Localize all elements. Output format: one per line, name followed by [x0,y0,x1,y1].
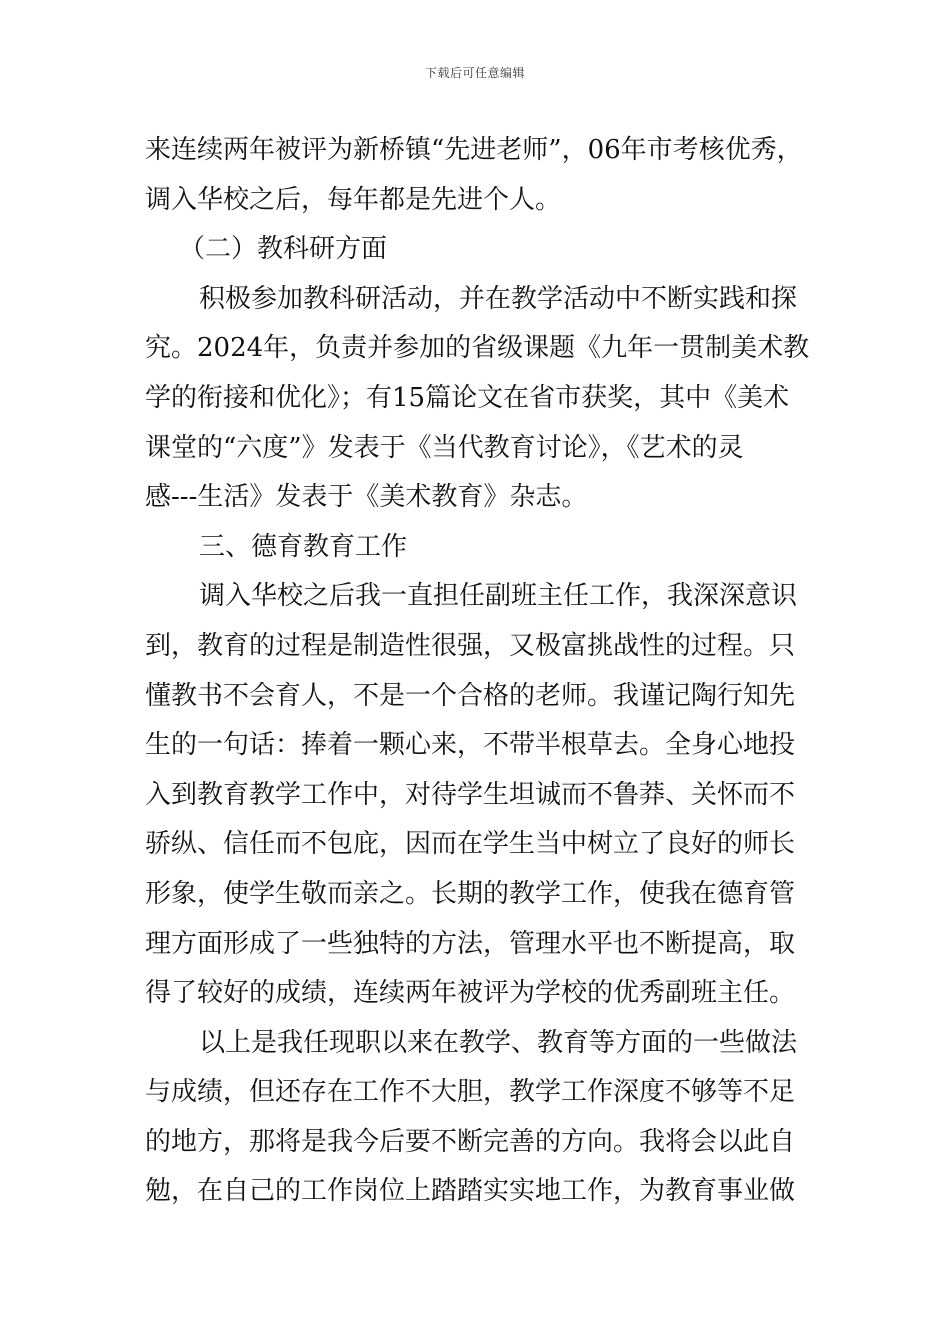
text-line: 与成绩，但还存在工作不大胆，教学工作深度不够等不足 [145,1077,796,1108]
text-line: 勉，在自己的工作岗位上踏踏实实地工作，为教育事业做 [145,1176,796,1207]
section-heading: （二）教科研方面 [179,234,388,265]
document-body [145,126,810,1217]
paragraph-start: 以上是我任现职以来在教学、教育等方面的一些做法 [199,1027,798,1058]
paragraph-start: 积极参加教科研活动，并在教学活动中不断实践和探 [199,283,798,314]
text-line: 学的衔接和优化》；有15篇论文在省市获奖，其中《美术 [145,382,790,413]
text-line: 课堂的“六度”》发表于《当代教育讨论》，《艺术的灵 [145,432,744,463]
text-line: 懂教书不会育人，不是一个合格的老师。我谨记陶行知先 [145,680,796,711]
text-line: 来连续两年被评为新桥镇“先进老师”，06年市考核优秀， [145,135,803,165]
text-line: 骄纵、信任而不包庇，因而在学生当中树立了良好的师长 [145,829,796,860]
text-line: 到，教育的过程是制造性很强，又极富挑战性的过程。只 [145,630,796,661]
section-heading: 三、德育教育工作 [199,531,408,562]
text-line: 的地方，那将是我今后要不断完善的方向。我将会以此自 [145,1126,796,1157]
text-line: 究。2024年，负责并参加的省级课题《九年一贯制美术教 [145,333,810,364]
text-line: 得了较好的成绩，连续两年被评为学校的优秀副班主任。 [145,978,796,1009]
text-line: 生的一句话：捧着一颗心来，不带半根草去。全身心地投 [145,730,796,761]
page-header: 下载后可任意编辑 [424,66,525,80]
text-line: 感---生活》发表于《美术教育》杂志。 [145,482,588,513]
text-line: 入到教育教学工作中，对待学生坦诚而不鲁莽、关怀而不 [145,779,796,810]
text-line: 调入华校之后，每年都是先进个人。 [145,184,562,215]
text-line: 理方面形成了一些独特的方法，管理水平也不断提高，取 [145,928,796,959]
text-line: 形象，使学生敬而亲之。长期的教学工作，使我在德育管 [145,878,796,909]
paragraph-start: 调入华校之后我一直担任副班主任工作，我深深意识 [199,581,798,612]
